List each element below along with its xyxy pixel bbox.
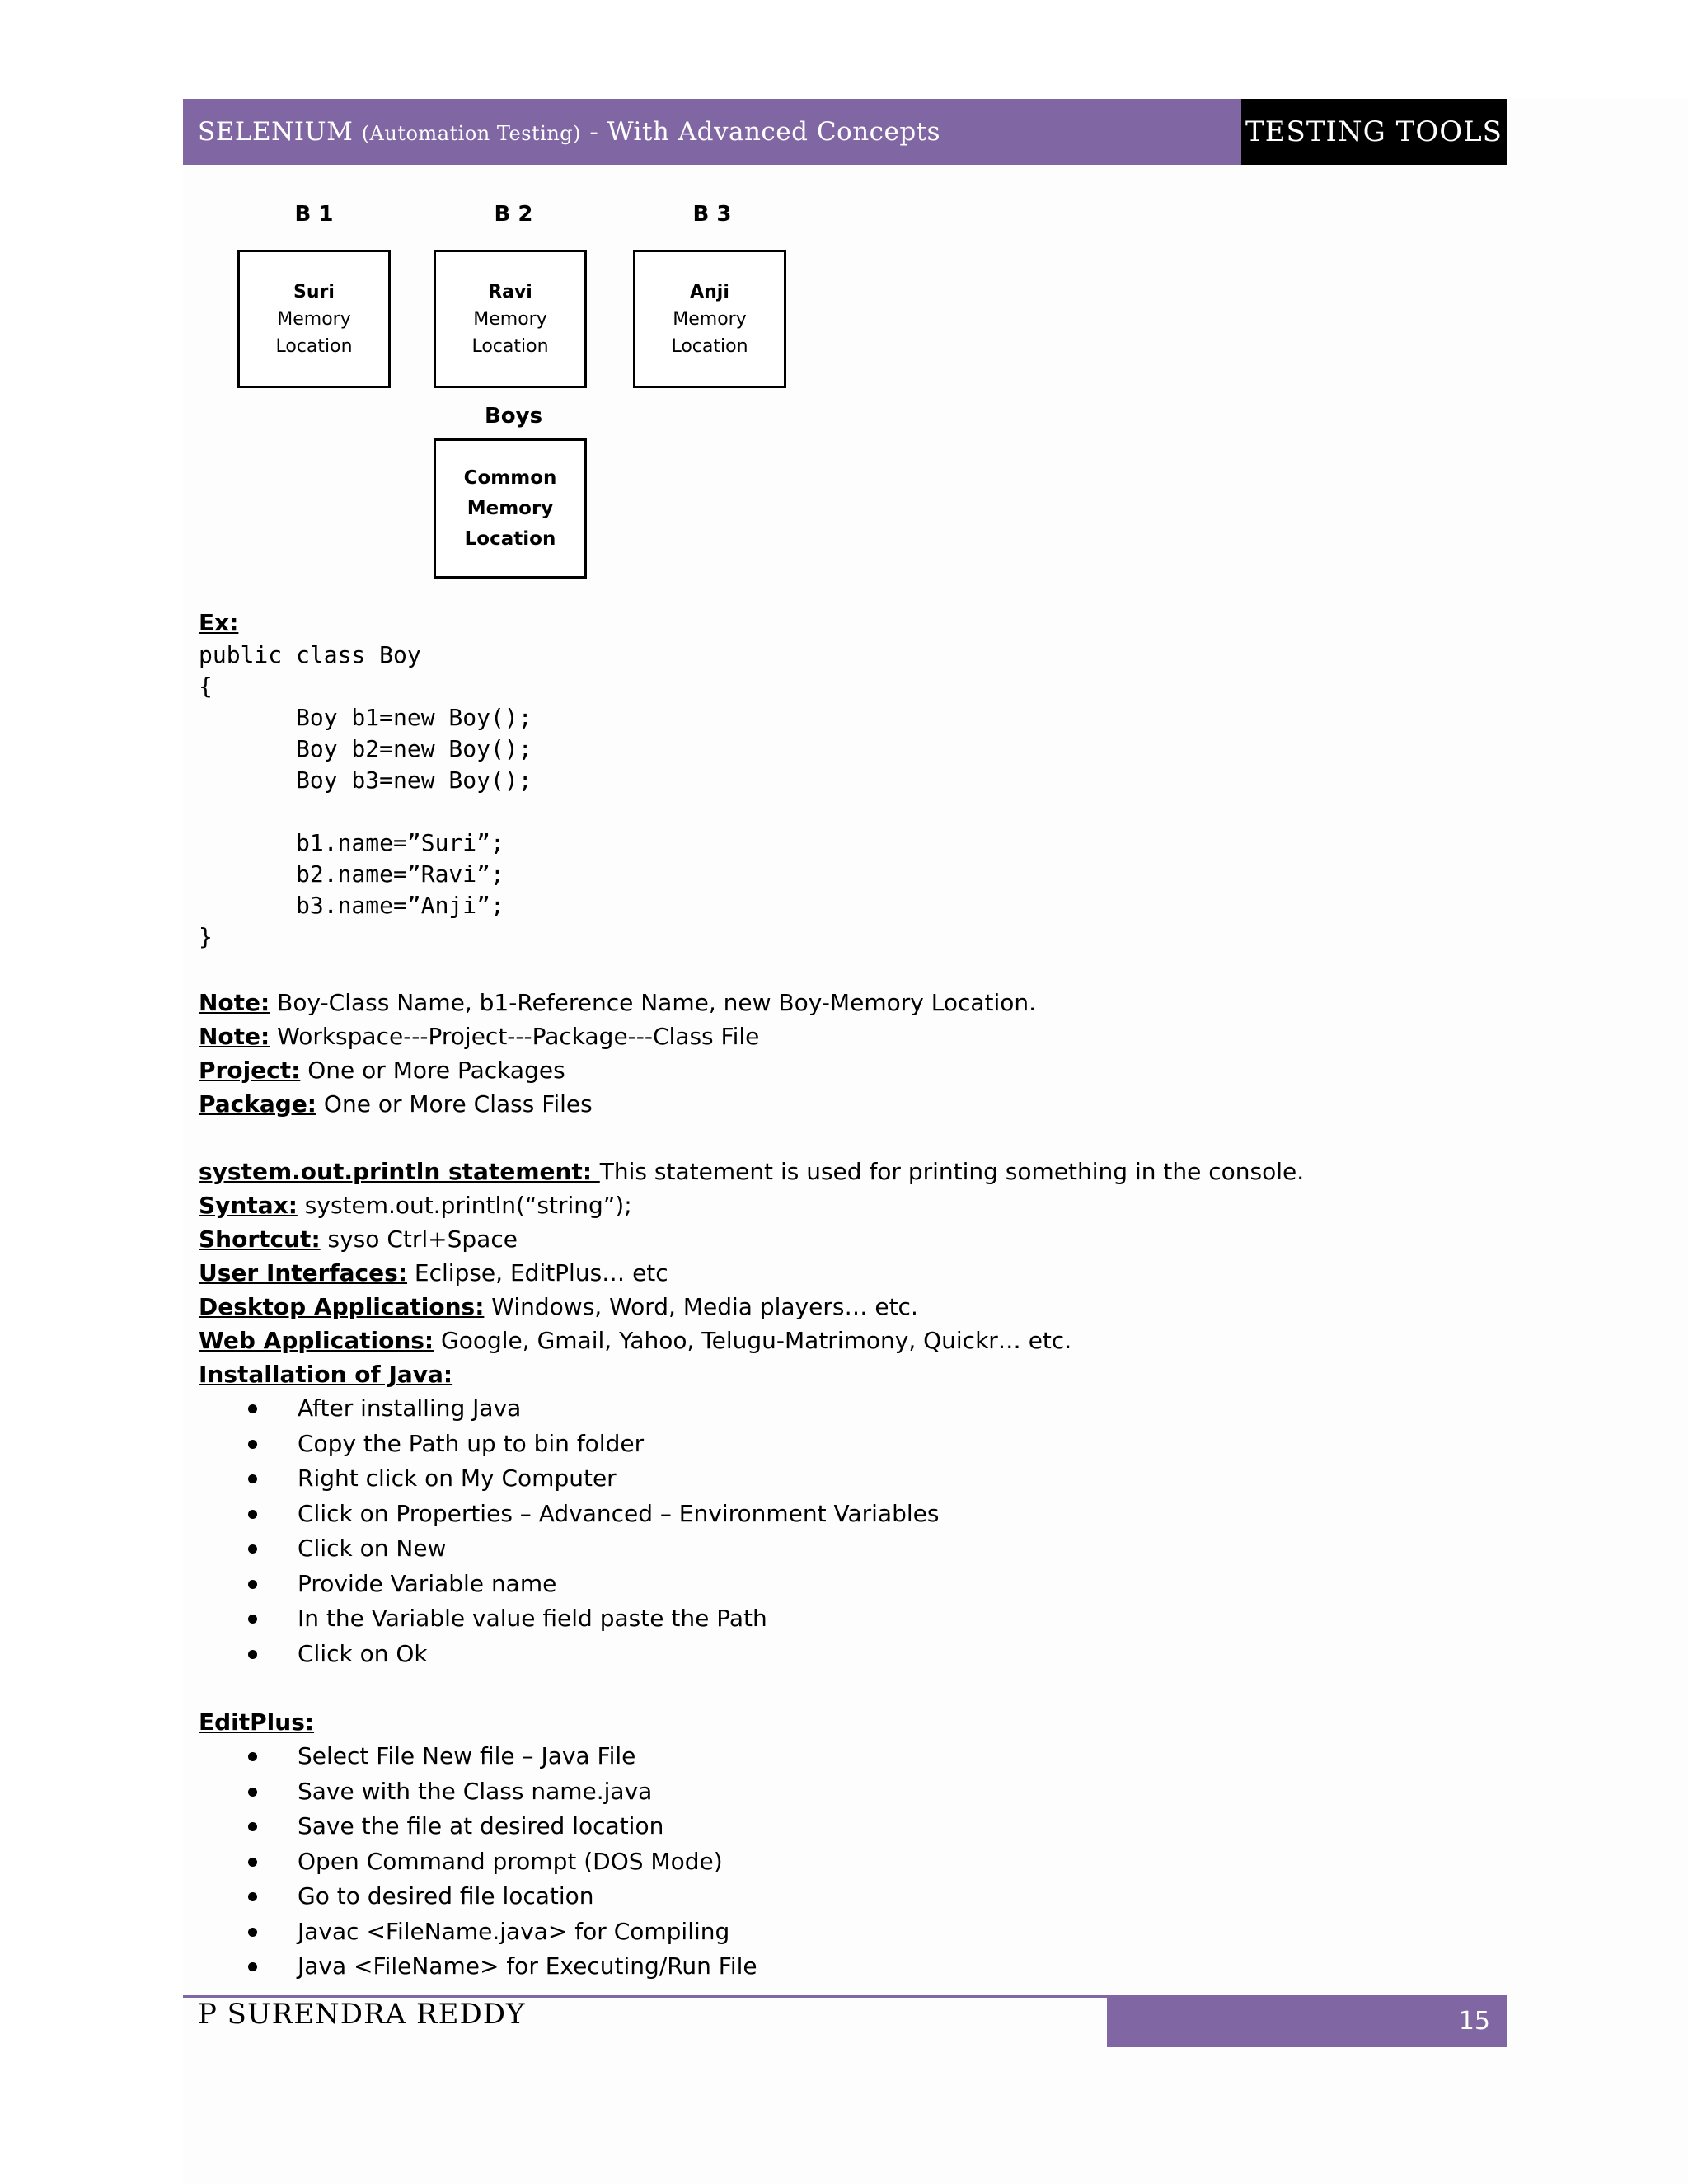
bullet-icon bbox=[248, 1580, 257, 1589]
footer-author: P SURENDRA REDDY bbox=[198, 1998, 526, 2031]
list-item: Provide Variable name bbox=[199, 1567, 1484, 1602]
list-item: Open Command prompt (DOS Mode) bbox=[199, 1844, 1484, 1880]
memory-box-b2 bbox=[434, 250, 587, 388]
spacer bbox=[199, 1671, 1484, 1705]
definition-line: Syntax: system.out.println(“string”); bbox=[199, 1192, 632, 1219]
note-line: Note: Workspace---Project---Package---Class File bbox=[199, 1023, 760, 1050]
page-number: 15 bbox=[1458, 2007, 1490, 2036]
node-label-b2: B 2 bbox=[494, 202, 533, 227]
bullet-icon bbox=[248, 1474, 257, 1483]
note-line: Package: One or More Class Files bbox=[199, 1090, 593, 1118]
memory-box-line1: Memory bbox=[277, 308, 351, 330]
bullet-icon bbox=[248, 1544, 257, 1554]
bullet-icon bbox=[248, 1615, 257, 1624]
bullet-icon bbox=[248, 1650, 257, 1659]
bullet-icon bbox=[248, 1822, 257, 1831]
title-rest: With Advanced Concepts bbox=[607, 117, 941, 147]
list-item: Copy the Path up to bin folder bbox=[199, 1427, 1484, 1462]
bullet-icon bbox=[248, 1962, 257, 1971]
bullet-icon bbox=[248, 1858, 257, 1867]
list-item: Save the file at desired location bbox=[199, 1809, 1484, 1844]
memory-box-line1: Memory bbox=[473, 308, 547, 330]
editplus-heading: EditPlus: bbox=[199, 1708, 315, 1736]
common-box-line1: Common bbox=[463, 466, 557, 489]
memory-box-name: Anji bbox=[690, 281, 729, 302]
installation-heading: Installation of Java: bbox=[199, 1361, 453, 1388]
bullet-icon bbox=[248, 1892, 257, 1901]
document-title bbox=[198, 99, 940, 165]
memory-box-b3 bbox=[633, 250, 786, 388]
list-item: Go to desired file location bbox=[199, 1879, 1484, 1915]
definition-line: system.out.println statement: This statement is used for printing something in the console. bbox=[199, 1158, 1305, 1185]
spacer bbox=[199, 1121, 1484, 1155]
bullet-icon bbox=[248, 1404, 257, 1413]
spacer bbox=[199, 953, 1484, 986]
header-tag: TESTING TOOLS bbox=[1245, 115, 1503, 148]
code-example: public class Boy { Boy b1=new Boy(); Boy b2=new Boy(); Boy b3=new Boy(); b1.name=”Suri”; b2.name=”Ravi”; b3.name=”Anji”; } bbox=[199, 641, 532, 950]
node-label-b3: B 3 bbox=[692, 202, 732, 227]
node-label-boys: Boys bbox=[484, 404, 543, 429]
definition-line: Desktop Applications: Windows, Word, Media players… etc. bbox=[199, 1293, 918, 1320]
common-box-line3: Location bbox=[464, 527, 556, 550]
title-separator: - bbox=[581, 117, 607, 147]
bullet-icon bbox=[248, 1510, 257, 1519]
note-line: Note: Boy-Class Name, b1-Reference Name, new Boy-Memory Location. bbox=[199, 989, 1037, 1016]
memory-box-name: Suri bbox=[293, 281, 335, 302]
editplus-steps bbox=[199, 1739, 1484, 1985]
example-heading: Ex: bbox=[199, 609, 239, 636]
list-item: Right click on My Computer bbox=[199, 1461, 1484, 1497]
list-item: In the Variable value field paste the Path bbox=[199, 1601, 1484, 1637]
list-item: Save with the Class name.java bbox=[199, 1774, 1484, 1810]
installation-steps bbox=[199, 1391, 1484, 1671]
common-box-line2: Memory bbox=[467, 497, 554, 519]
bullet-icon bbox=[248, 1440, 257, 1449]
memory-box-line2: Location bbox=[471, 335, 549, 357]
bullet-icon bbox=[248, 1928, 257, 1937]
list-item: Java <FileName> for Executing/Run File bbox=[199, 1949, 1484, 1985]
bullet-icon bbox=[248, 1752, 257, 1761]
list-item: Javac <FileName.java> for Compiling bbox=[199, 1915, 1484, 1950]
definition-line: Shortcut: syso Ctrl+Space bbox=[199, 1226, 518, 1253]
definition-line: User Interfaces: Eclipse, EditPlus… etc bbox=[199, 1259, 668, 1286]
memory-box-line2: Location bbox=[671, 335, 748, 357]
note-line: Project: One or More Packages bbox=[199, 1057, 565, 1084]
definition-line: Web Applications: Google, Gmail, Yahoo, Telugu-Matrimony, Quickr… etc. bbox=[199, 1327, 1072, 1354]
list-item: After installing Java bbox=[199, 1391, 1484, 1427]
title-paren: (Automation Testing) bbox=[361, 122, 582, 145]
bullet-icon bbox=[248, 1788, 257, 1797]
title-main: SELENIUM bbox=[198, 117, 354, 147]
memory-box-common bbox=[434, 438, 587, 579]
memory-box-name: Ravi bbox=[488, 281, 532, 302]
list-item: Click on Ok bbox=[199, 1637, 1484, 1672]
memory-box-b1 bbox=[237, 250, 391, 388]
memory-box-line2: Location bbox=[275, 335, 353, 357]
list-item: Click on New bbox=[199, 1531, 1484, 1567]
list-item: Select File New file – Java File bbox=[199, 1739, 1484, 1774]
main-content bbox=[199, 607, 1484, 1985]
node-label-b1: B 1 bbox=[294, 202, 334, 227]
memory-box-line1: Memory bbox=[673, 308, 747, 330]
list-item: Click on Properties – Advanced – Environment Variables bbox=[199, 1497, 1484, 1532]
